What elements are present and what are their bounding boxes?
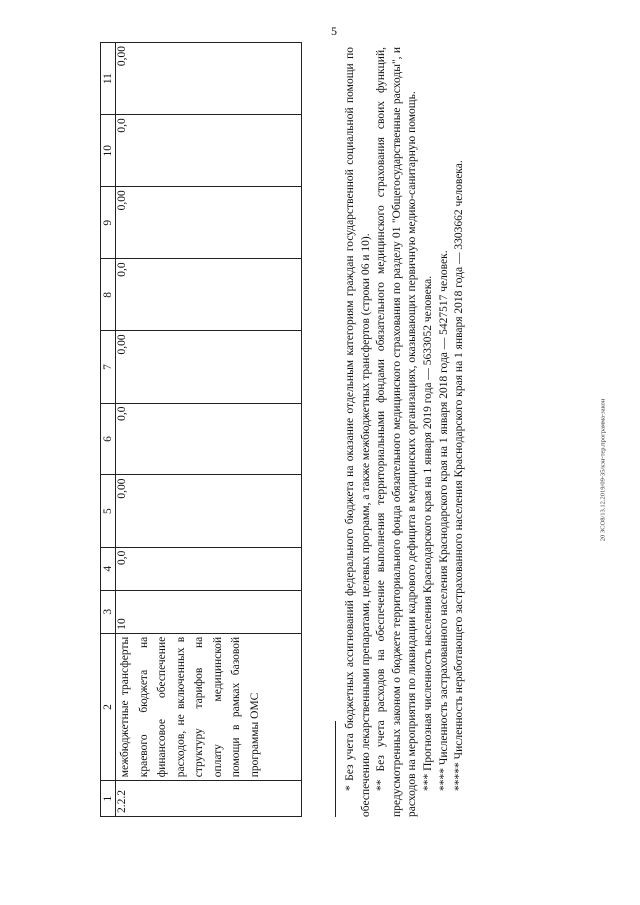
table-row xyxy=(116,43,302,817)
column-header: 1 xyxy=(101,781,116,817)
table-cell: 0,00 xyxy=(116,331,302,403)
table-cell: 0,0 xyxy=(116,547,302,590)
footnote: *** Прогнозная численность населения Краснодарского края на 1 января 2019 года — 5633052 человека. xyxy=(421,275,434,791)
footnote: * Без учета бюджетных ассигнований федерального бюджета на оказание отдельным категориям граждан государственной социальной помощи по обеспечению лекарственными препаратами, целевых программ, а также межбюджетных трансфертов (строки 06 и 10). xyxy=(344,47,372,817)
column-header: 8 xyxy=(101,259,116,331)
page-number: 5 xyxy=(331,24,337,38)
table-cell: 0,00 xyxy=(116,43,302,115)
column-header: 6 xyxy=(101,403,116,475)
table-cell: 0,0 xyxy=(116,403,302,475)
footnote: ***** Численность неработающего застрахованного населения Краснодарского края на 1 января 2018 года — 3303662 человека. xyxy=(453,160,466,791)
budget-table xyxy=(100,42,302,817)
column-header: 7 xyxy=(101,331,116,403)
table-cell: 0,0 xyxy=(116,115,302,187)
table-cell: 0,0 xyxy=(116,259,302,331)
row-description: межбюджетные трансферты краевого бюджета на финансовое обеспечение расходов, не включенных в структуру тарифов на оплату медицинской помощи в рамках базовой программы ОМС xyxy=(116,633,302,780)
column-header: 3 xyxy=(101,590,116,633)
table-header-row xyxy=(101,43,116,817)
column-header: 4 xyxy=(101,547,116,590)
row-number: 2.2.2 xyxy=(116,781,302,817)
column-header: 5 xyxy=(101,475,116,547)
column-header: 2 xyxy=(101,633,116,780)
column-header: 10 xyxy=(101,115,116,187)
footnote-divider xyxy=(335,721,336,817)
table-cell: 10 xyxy=(116,590,302,633)
document-code: 20 ЗСО8/13.12.2019/09-35/кзн-тер.программа-закон xyxy=(599,398,607,542)
table-cell: 0,00 xyxy=(116,187,302,259)
footnote: ** Без учета расходов на обеспечение выполнения территориальными фондами обязательного медицинского страхования своих функций, предусмотренных законом о бюджете территориального фонда обязательного медицинского страхования по разделу 01 "Общегосударственные расходы", и расходов на мероприятия по ликвидации кадрового дефицита в медицинских организациях, оказывающих первичную медико-санитарную помощь. xyxy=(375,47,419,817)
footnote: **** Численность застрахованного населения Краснодарского края на 1 января 2018 года — 5427517 человек. xyxy=(437,250,450,791)
footnotes xyxy=(343,47,468,817)
column-header: 9 xyxy=(101,187,116,259)
rotated-content xyxy=(100,42,550,817)
table-cell: 0,00 xyxy=(116,475,302,547)
column-header: 11 xyxy=(101,43,116,115)
